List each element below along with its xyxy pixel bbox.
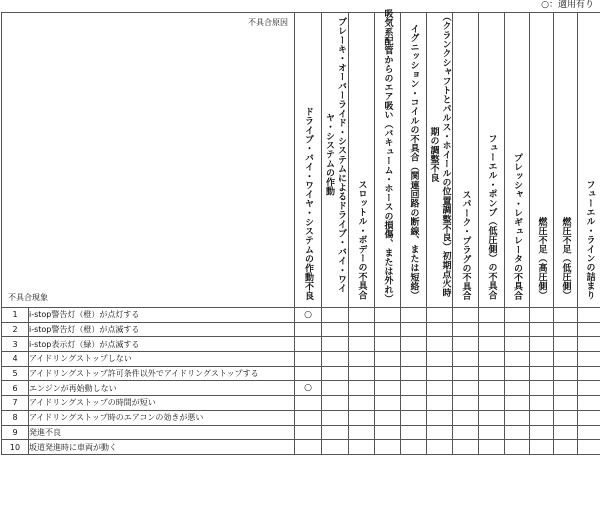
row-number: 7 bbox=[2, 396, 29, 411]
matrix-cell bbox=[505, 366, 530, 381]
matrix-cell bbox=[375, 381, 401, 396]
matrix-cell bbox=[401, 322, 427, 337]
matrix-cell bbox=[530, 308, 554, 323]
matrix-cell bbox=[578, 381, 600, 396]
matrix-cell bbox=[505, 410, 530, 425]
matrix-cell bbox=[505, 440, 530, 455]
matrix-cell bbox=[479, 425, 505, 440]
matrix-cell bbox=[453, 308, 479, 323]
matrix-cell bbox=[554, 352, 578, 367]
matrix-cell bbox=[401, 425, 427, 440]
matrix-cell bbox=[322, 440, 349, 455]
matrix-cell bbox=[453, 381, 479, 396]
applicable-mark: ○ bbox=[295, 381, 322, 396]
table-row bbox=[2, 337, 600, 352]
matrix-cell bbox=[479, 337, 505, 352]
matrix-cell bbox=[322, 337, 349, 352]
matrix-cell bbox=[375, 440, 401, 455]
matrix-cell bbox=[479, 352, 505, 367]
matrix-cell bbox=[427, 366, 453, 381]
symptom-text: エンジンが再始動しない bbox=[29, 381, 295, 396]
matrix-cell bbox=[349, 396, 375, 411]
matrix-cell bbox=[578, 366, 600, 381]
matrix-cell bbox=[349, 308, 375, 323]
row-number: 3 bbox=[2, 337, 29, 352]
symptom-text: アイドリングストップしない bbox=[29, 352, 295, 367]
cause-header-9 bbox=[505, 13, 530, 308]
cause-header-11 bbox=[554, 13, 578, 308]
cause-label: イグニッション・コイルの不具合（関連回路の断線、または短絡） bbox=[408, 24, 420, 303]
matrix-cell bbox=[401, 396, 427, 411]
matrix-cell bbox=[479, 381, 505, 396]
matrix-cell bbox=[578, 410, 600, 425]
cause-header-2 bbox=[322, 13, 349, 308]
matrix-cell bbox=[322, 410, 349, 425]
cause-header-8 bbox=[479, 13, 505, 308]
corner-header-cell bbox=[2, 13, 295, 308]
matrix-cell bbox=[349, 366, 375, 381]
matrix-cell bbox=[479, 396, 505, 411]
matrix-cell bbox=[554, 366, 578, 381]
symptom-text: アイドリングストップ時のエアコンの効きが悪い bbox=[29, 410, 295, 425]
matrix-cell bbox=[453, 410, 479, 425]
matrix-cell bbox=[578, 440, 600, 455]
cause-label: スパーク・プラグの不具合 bbox=[460, 190, 472, 303]
matrix-cell bbox=[427, 440, 453, 455]
matrix-cell bbox=[505, 425, 530, 440]
matrix-cell bbox=[505, 308, 530, 323]
matrix-cell bbox=[479, 440, 505, 455]
matrix-cell bbox=[427, 381, 453, 396]
matrix-cell bbox=[322, 322, 349, 337]
matrix-cell bbox=[427, 425, 453, 440]
matrix-cell bbox=[479, 322, 505, 337]
matrix-cell bbox=[322, 366, 349, 381]
matrix-cell bbox=[295, 337, 322, 352]
matrix-cell bbox=[505, 322, 530, 337]
cause-header-5 bbox=[401, 13, 427, 308]
matrix-cell bbox=[554, 381, 578, 396]
matrix-cell bbox=[554, 322, 578, 337]
matrix-cell bbox=[375, 337, 401, 352]
matrix-cell bbox=[505, 381, 530, 396]
matrix-cell bbox=[295, 352, 322, 367]
matrix-cell bbox=[349, 410, 375, 425]
matrix-cell bbox=[349, 440, 375, 455]
matrix-cell bbox=[554, 410, 578, 425]
cause-header: 不具合原因 bbox=[248, 17, 288, 28]
cause-label: フューエル・ポンプ（低圧側）の不具合 bbox=[486, 134, 498, 303]
table-row bbox=[2, 396, 600, 411]
matrix-cell bbox=[530, 396, 554, 411]
matrix-cell bbox=[349, 322, 375, 337]
cause-label: （クランクシャフトとパルス・ホイールの位置調整不良）初期点火時期の調整不良 bbox=[428, 9, 452, 303]
matrix-cell bbox=[505, 396, 530, 411]
matrix-cell bbox=[427, 352, 453, 367]
row-number: 9 bbox=[2, 425, 29, 440]
matrix-cell bbox=[295, 366, 322, 381]
symptom-text: 発進不良 bbox=[29, 425, 295, 440]
matrix-cell bbox=[375, 396, 401, 411]
matrix-cell bbox=[401, 366, 427, 381]
matrix-cell bbox=[554, 308, 578, 323]
matrix-cell bbox=[375, 425, 401, 440]
matrix-cell bbox=[453, 322, 479, 337]
cause-header-3 bbox=[349, 13, 375, 308]
matrix-cell bbox=[375, 366, 401, 381]
matrix-cell bbox=[427, 308, 453, 323]
symptom-text: i-stop表示灯（緑）が点滅する bbox=[29, 337, 295, 352]
table-row bbox=[2, 425, 600, 440]
matrix-cell bbox=[554, 425, 578, 440]
matrix-cell bbox=[505, 337, 530, 352]
matrix-cell bbox=[349, 352, 375, 367]
matrix-cell bbox=[295, 440, 322, 455]
cause-header-12 bbox=[578, 13, 600, 308]
cause-header-4 bbox=[375, 13, 401, 308]
matrix-cell bbox=[578, 337, 600, 352]
cause-header-7 bbox=[453, 13, 479, 308]
table-row bbox=[2, 352, 600, 367]
row-number: 10 bbox=[2, 440, 29, 455]
matrix-cell bbox=[530, 410, 554, 425]
cause-label: プレッシャ・レギュレータの不具合 bbox=[511, 153, 523, 303]
matrix-cell bbox=[578, 352, 600, 367]
matrix-cell bbox=[295, 410, 322, 425]
matrix-cell bbox=[554, 337, 578, 352]
matrix-cell bbox=[295, 425, 322, 440]
matrix-cell bbox=[530, 440, 554, 455]
matrix-cell bbox=[578, 322, 600, 337]
matrix-cell bbox=[349, 381, 375, 396]
matrix-cell bbox=[530, 322, 554, 337]
matrix-cell bbox=[322, 308, 349, 323]
row-number: 1 bbox=[2, 308, 29, 323]
matrix-cell bbox=[295, 322, 322, 337]
matrix-cell bbox=[401, 308, 427, 323]
matrix-cell bbox=[322, 425, 349, 440]
matrix-cell bbox=[554, 440, 578, 455]
cause-label: 燃圧不足（低圧側） bbox=[560, 217, 572, 303]
matrix-cell bbox=[349, 425, 375, 440]
table-row bbox=[2, 308, 600, 323]
matrix-cell bbox=[322, 381, 349, 396]
matrix-cell bbox=[375, 308, 401, 323]
cause-label: スロットル・ボデーの不具合 bbox=[356, 180, 368, 303]
table-row bbox=[2, 410, 600, 425]
matrix-cell bbox=[401, 410, 427, 425]
applicable-mark: ○ bbox=[295, 308, 322, 323]
symptom-text: アイドリングストップの時間が短い bbox=[29, 396, 295, 411]
matrix-cell bbox=[479, 366, 505, 381]
matrix-cell bbox=[322, 352, 349, 367]
matrix-cell bbox=[427, 410, 453, 425]
matrix-cell bbox=[530, 337, 554, 352]
matrix-cell bbox=[401, 337, 427, 352]
matrix-cell bbox=[453, 352, 479, 367]
matrix-cell bbox=[453, 366, 479, 381]
row-number: 5 bbox=[2, 366, 29, 381]
matrix-cell bbox=[427, 337, 453, 352]
matrix-cell bbox=[453, 425, 479, 440]
cause-header-6 bbox=[427, 13, 453, 308]
table-row bbox=[2, 440, 600, 455]
cause-header-10 bbox=[530, 13, 554, 308]
cause-label: ブレーキ・オーバーライド・システムによるドライブ・バイ・ワイヤ・システムの作動 bbox=[323, 9, 347, 303]
symptom-text: アイドリングストップ許可条件以外でアイドリングストップする bbox=[29, 366, 295, 381]
row-number: 8 bbox=[2, 410, 29, 425]
symptom-header: 不具合現象 bbox=[8, 292, 48, 303]
matrix-cell bbox=[375, 352, 401, 367]
matrix-cell bbox=[375, 410, 401, 425]
matrix-cell bbox=[530, 352, 554, 367]
row-number: 4 bbox=[2, 352, 29, 367]
matrix-cell bbox=[530, 366, 554, 381]
matrix-cell bbox=[453, 440, 479, 455]
matrix-cell bbox=[530, 381, 554, 396]
cause-label: ドライブ・バイ・ワイヤ・システムの作動不良 bbox=[302, 107, 314, 303]
matrix-cell bbox=[578, 425, 600, 440]
matrix-cell bbox=[295, 396, 322, 411]
table-row bbox=[2, 366, 600, 381]
matrix-cell bbox=[375, 322, 401, 337]
row-number: 2 bbox=[2, 322, 29, 337]
matrix-cell bbox=[401, 440, 427, 455]
cause-label: フューエル・ラインの詰まり bbox=[584, 180, 596, 303]
cause-label: 燃圧不足（高圧側） bbox=[536, 217, 548, 303]
matrix-cell bbox=[427, 322, 453, 337]
legend: ○：適用有り bbox=[541, 0, 594, 10]
matrix-cell bbox=[578, 396, 600, 411]
symptom-cause-matrix bbox=[1, 12, 600, 455]
matrix-cell bbox=[453, 396, 479, 411]
matrix-cell bbox=[554, 396, 578, 411]
matrix-cell bbox=[505, 352, 530, 367]
matrix-cell bbox=[453, 337, 479, 352]
table-row bbox=[2, 322, 600, 337]
row-number: 6 bbox=[2, 381, 29, 396]
symptom-text: 坂道発進時に車両が動く bbox=[29, 440, 295, 455]
matrix-cell bbox=[427, 396, 453, 411]
table-row bbox=[2, 381, 600, 396]
cause-header-1 bbox=[295, 13, 322, 308]
matrix-cell bbox=[401, 381, 427, 396]
matrix-cell bbox=[530, 425, 554, 440]
cause-label: 吸気系配管からのエア吸い（バキューム・ホースの損傷、または外れ） bbox=[382, 9, 394, 303]
symptom-text: i-stop警告灯（橙）が点滅する bbox=[29, 322, 295, 337]
matrix-cell bbox=[479, 308, 505, 323]
matrix-cell bbox=[578, 308, 600, 323]
matrix-cell bbox=[322, 396, 349, 411]
matrix-cell bbox=[479, 410, 505, 425]
symptom-text: i-stop警告灯（橙）が点灯する bbox=[29, 308, 295, 323]
matrix-cell bbox=[401, 352, 427, 367]
matrix-cell bbox=[349, 337, 375, 352]
